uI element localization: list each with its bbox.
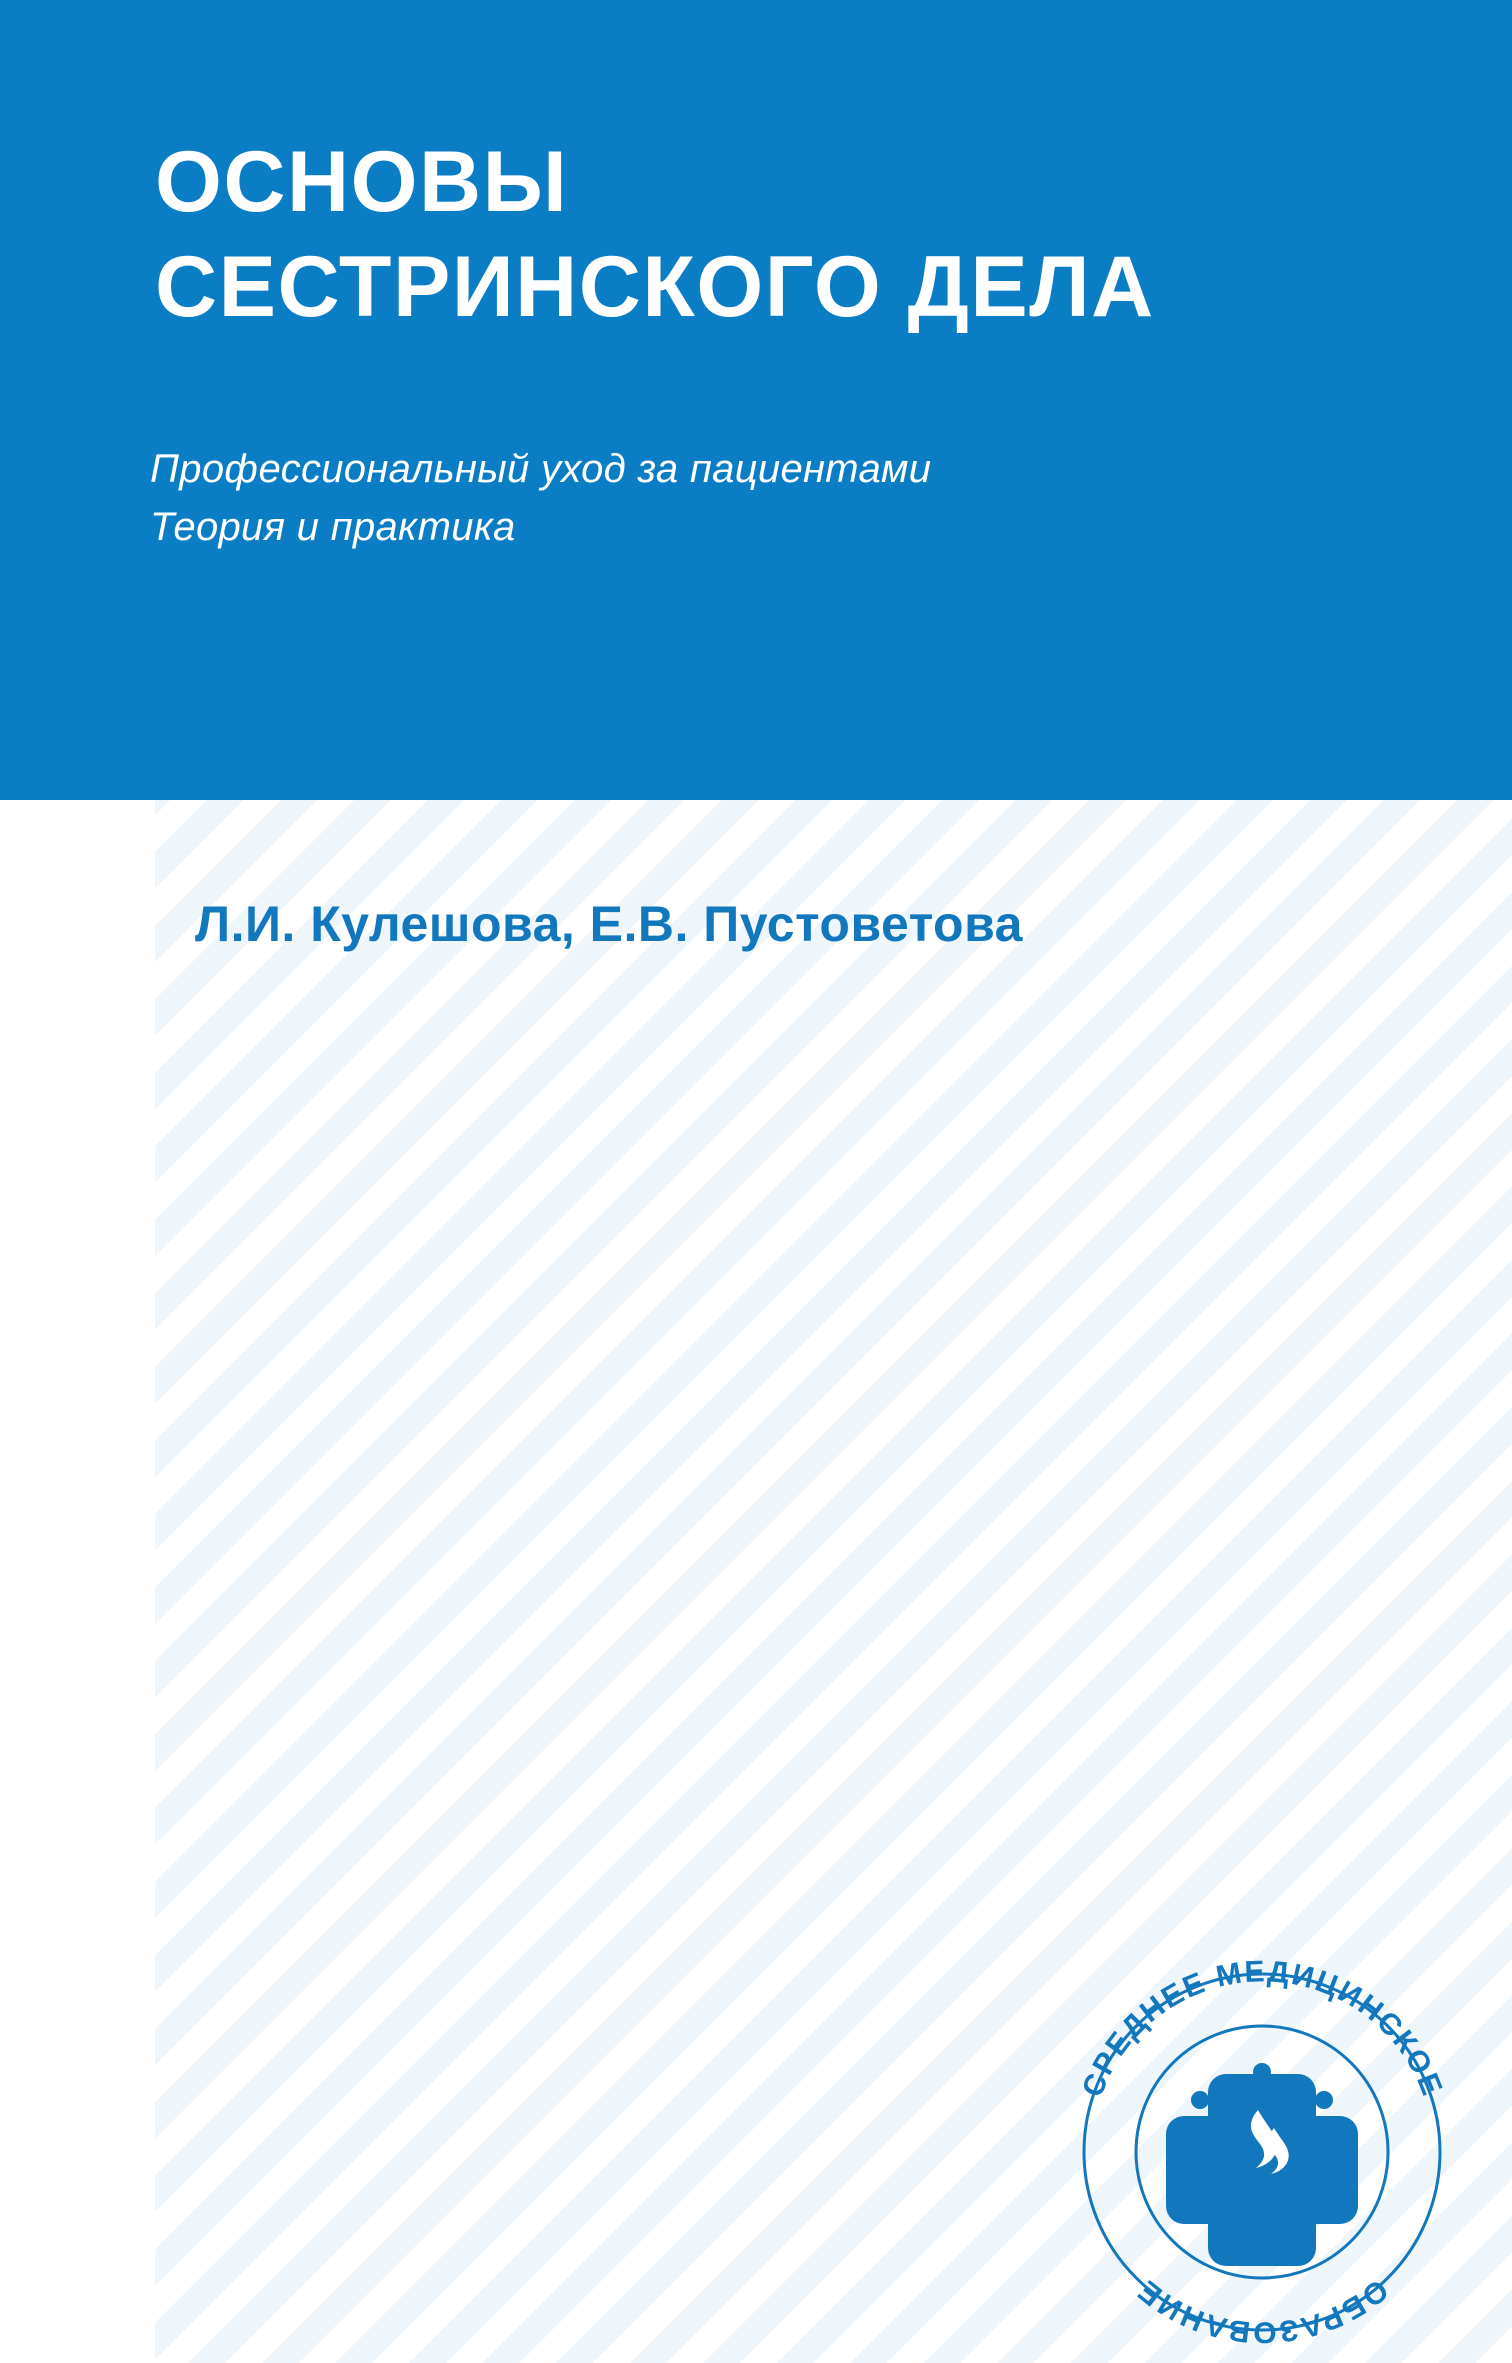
authors: Л.И. Кулешова, Е.В. Пустоветова: [195, 896, 1023, 952]
medical-cross-icon: [1166, 2063, 1358, 2266]
page-title: [155, 130, 1405, 340]
title-band: [0, 0, 1512, 800]
subtitle: [150, 440, 1350, 556]
subtitle-line-2: Теория и практика: [150, 505, 516, 549]
subtitle-line-1: Профессиональный уход за пациентами: [150, 447, 932, 491]
left-margin-strip: [0, 800, 155, 2363]
title-line-2: СЕСТРИНСКОГО ДЕЛА: [155, 238, 1155, 335]
emblem-arc-top: СРЕДНЕЕ МЕДИЦИНСКОЕ: [1075, 1955, 1450, 2102]
emblem-arc-bottom: ОБРАЗОВАНИЕ: [1130, 2272, 1395, 2349]
title-line-1: ОСНОВЫ: [155, 134, 569, 230]
series-emblem: [1060, 1950, 1465, 2355]
svg-text:ОБРАЗОВАНИЕ: [1131, 2273, 1394, 2349]
cover-lower-panel: [155, 800, 1512, 2363]
